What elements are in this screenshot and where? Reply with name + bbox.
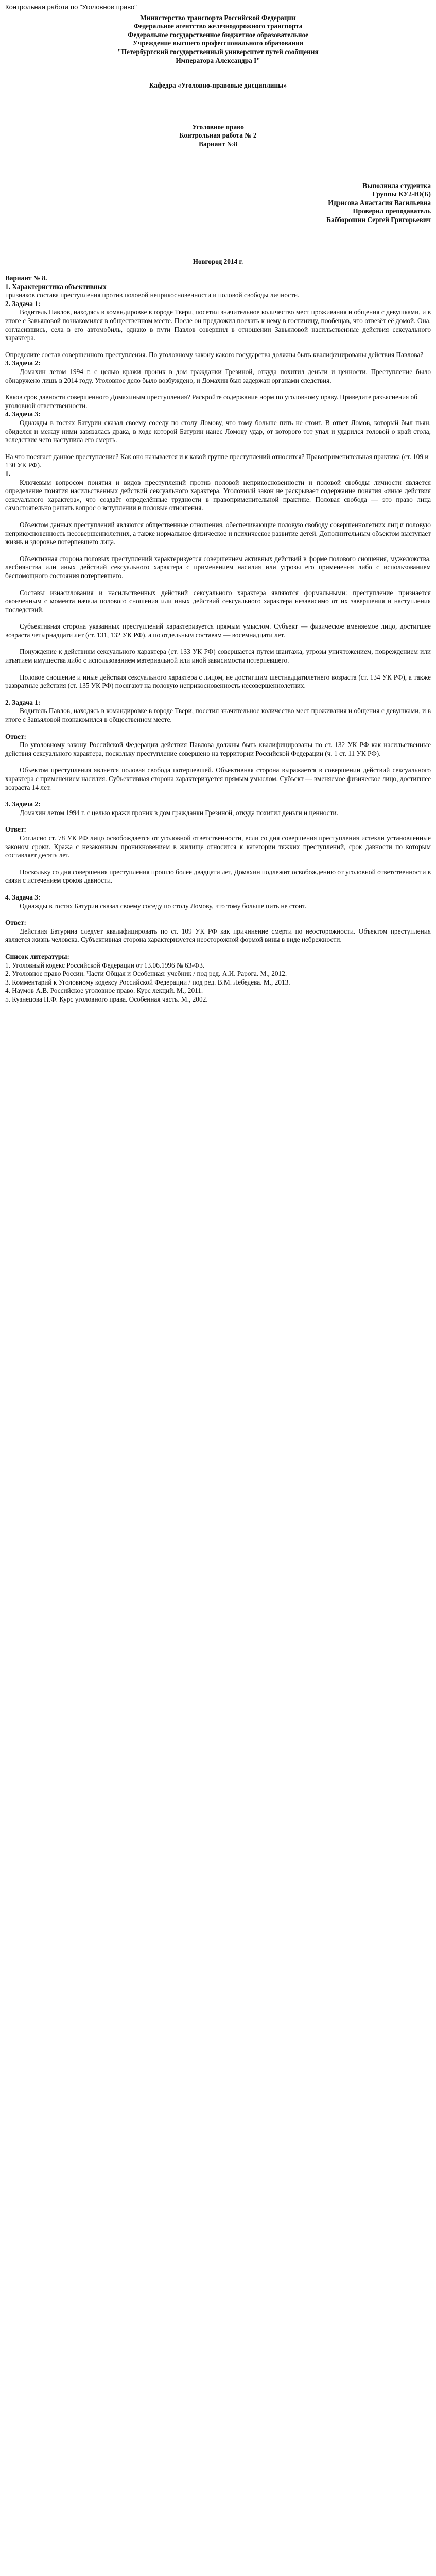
body-paragraph: По уголовному закону Российской Федерации действия Павлова должны быть квалифицированы по ст. 132 УК РФ как насильственные действия сексуального характера, поскольку преступление совершено на территории Российской Федерации (ч. 1 ст. 11 УК РФ). [5, 741, 431, 757]
department: Кафедра «Уголовно-правовые дисциплины» [149, 81, 287, 90]
body-paragraph: Объектом данных преступлений являются общественные отношения, обеспечивающие половую свободу совершеннолетних лиц и половую неприкосновенность несовершеннолетних, а также нормальное физическое и психическое развитие детей. Дополнительным объектом выступает жизнь и здоровье потерпевшего лица. [5, 520, 431, 546]
header-line: Императора Александра I" [176, 56, 260, 64]
student-group: Группы КУ2-Ю(Б) [372, 190, 431, 198]
header-block [5, 14, 431, 65]
body-paragraph: Домахин летом 1994 г. с целью кражи проник в дом гражданки Грезиной, откуда похитил деньги и ценности. [20, 808, 338, 817]
reference-item: 4. Наумов А.В. Российское уголовное право. Курс лекций. М., 2011. [5, 987, 203, 995]
body-line: На что посягает данное преступление? Как оно называется и к какой группе преступлений относится? Правоприменительная практика (ст. 109 и 130 УК РФ). [5, 452, 429, 469]
body-line: 1. Характеристика объективных [5, 282, 107, 291]
body-paragraph: Однажды в гостях Батурин сказал своему соседу по столу Ломову, что тому больше пить не стоит. В ответ Ломов, который был пьян, обиделся и между ними завязалась драка, в ходе которой Батурин нанес Ломову удар, от которого тот упал и ударился головой о край стола, вследствие чего наступила его смерть. [5, 419, 431, 444]
body-paragraph: Объектом преступления является половая свобода потерпевшей. Объективная сторона выражается в совершении действий сексуального характера с применением насилия. Субъективная сторона характеризуется прямым умыслом. Субъект — вменяемое физическое лицо, достигшее возраста 14 лет. [5, 766, 431, 791]
document-body [5, 274, 431, 1004]
body-line: 2. Задача 1: [5, 299, 41, 308]
reference-item: 5. Кузнецова Н.Ф. Курс уголовного права. Особенная часть. М., 2002. [5, 995, 208, 1003]
body-paragraph: Объективная сторона половых преступлений характеризуется совершением активных действий в форме полового сношения, мужеложства, лесбиянства или иных действий сексуального характера с применением насилия или угрозы его применения либо с использованием беспомощного состояния потерпевшего. [5, 554, 431, 580]
reference-item: 3. Комментарий к Уголовному кодексу Российской Федерации / под ред. В.М. Лебедева. М., 2013. [5, 978, 290, 986]
body-line: 1. [5, 469, 10, 478]
header-line: Министерство транспорта Российской Федерации [140, 13, 296, 22]
body-line: Ответ: [5, 732, 26, 740]
teacher-name: Бабборошин Сергей Григорьевич [326, 215, 431, 224]
city-year: Новгород 2014 г. [193, 257, 243, 265]
body-line: 3. Задача 2: [5, 359, 41, 367]
body-paragraph: Составы изнасилования и насильственных действий сексуального характера являются формальными: преступление признается оконченным с момента начала полового сношения или иных действий сексуального характера независимо от их завершения и наступления последствий. [5, 588, 431, 614]
header-line: Учреждение высшего профессионального образования [133, 39, 303, 47]
body-line: Определите состав совершенного преступления. По уголовному закону какого государства должны быть квалифицированы действия Павлова? [5, 350, 424, 359]
body-line: Ответ: [5, 919, 26, 927]
body-paragraph: Действия Батурина следует квалифицировать по ст. 109 УК РФ как причинение смерти по неосторожности. Объектом преступления является жизнь человека. Субъективная сторона характеризуется неосторожной формой вины в виде небрежности. [5, 927, 431, 944]
document-title: Контрольная работа по "Уголовное право" [5, 3, 137, 11]
work-type: Контрольная работа № 2 [179, 131, 257, 140]
work-subject: Уголовное право [192, 123, 244, 131]
body-paragraph: Однажды в гостях Батурин сказал своему соседу по столу Ломову, что тому больше пить не стоит. [20, 902, 307, 910]
reference-item: 2. Уголовное право России. Части Общая и Особенная: учебник / под ред. А.И. Рарога. М., 2012. [5, 970, 287, 978]
body-line: Каков срок давности совершенного Домахиным преступления? Раскройте содержание норм по уголовному праву. Приведите разъяснения об уголовной ответственности. [5, 393, 417, 410]
body-paragraph: Домахин летом 1994 г. с целью кражи проник в дом гражданки Грезиной, откуда похитил деньги и ценности. Преступление было обнаружено лишь в 2014 году. Уголовное дело было возбуждено, и Домахин был задержан органами следствия. [5, 368, 431, 384]
checked-label: Проверил преподаватель [353, 207, 431, 215]
body-line: признаков состава преступления против половой неприкосновенности и половой свободы личности. [5, 291, 300, 299]
student-label: Выполнила студентка [362, 181, 431, 190]
body-line: 4. Задача 3: [5, 893, 41, 901]
body-paragraph: Водитель Павлов, находясь в командировке в городе Твери, посетил значительное количество мест проживания и общения с девушками, и в итоге с Завьяловой познакомился в общественном месте. После он предложил поехать к нему в гостиницу, пообещав, что отвезёт её домой. Она, согласившись, села в его автомобиль, однако в пути Павлов совершил в отношении Завьяловой насильственные действия сексуального характера. [5, 308, 431, 342]
body-line: Список литературы: [5, 952, 69, 960]
body-paragraph: Субъективная сторона указанных преступлений характеризуется прямым умыслом. Субъект — физическое вменяемое лицо, достигшее возраста четырнадцати лет (ст. 131, 132 УК РФ), а по отдельным составам — восемнадцати лет. [5, 622, 431, 639]
student-name: Идрисова Анастасия Васильевна [328, 198, 431, 207]
body-paragraph: Ключевым вопросом понятия и видов преступлений против половой неприкосновенности и половой свободы личности является определение понятия насильственных действий сексуального характера. Уголовный закон не раскрывает содержание понятия «иные действия сексуального характера», что создаёт определённые трудности в правоприменительной практике. Половая свобода — это право лица самостоятельно решать вопрос о вступлении в половые отношения. [5, 478, 431, 512]
document-page [0, 0, 436, 1024]
body-line: Ответ: [5, 825, 26, 834]
body-line: 3. Задача 2: [5, 800, 41, 808]
body-line: Вариант № 8. [5, 274, 47, 282]
body-paragraph: Понуждение к действиям сексуального характера (ст. 133 УК РФ) совершается путем шантажа, угрозы уничтожением, повреждением или изъятием имущества либо с использованием материальной или иной зависимости потерпевшего. [5, 648, 431, 665]
reference-item: 1. Уголовный кодекс Российской Федерации от 13.06.1996 № 63-ФЗ. [5, 961, 205, 969]
body-paragraph: Поскольку со дня совершения преступления прошло более двадцати лет, Домахин подлежит освобождению от уголовной ответственности в связи с истечением сроков давности. [5, 868, 431, 885]
work-variant: Вариант №8 [199, 140, 237, 148]
body-line: 4. Задача 3: [5, 410, 41, 418]
body-line: 2. Задача 1: [5, 698, 41, 706]
header-line: Федеральное агентство железнодорожного транспорта [133, 22, 303, 30]
body-paragraph: Водитель Павлов, находясь в командировке в городе Твери, посетил значительное количество мест проживания и общения с девушками, и в итоге с Завьяловой познакомился в общественном месте. [5, 707, 431, 724]
body-paragraph: Согласно ст. 78 УК РФ лицо освобождается от уголовной ответственности, если со дня совершения преступления истекли установленные законом сроки. Кража с незаконным проникновением в жилище относится к категории тяжких преступлений, срок давности по которым составляет десять лет. [5, 834, 431, 859]
header-line: "Петербургский государственный университет путей сообщения [117, 47, 319, 56]
body-paragraph: Половое сношение и иные действия сексуального характера с лицом, не достигшим шестнадцатилетнего возраста (ст. 134 УК РФ), а также развратные действия (ст. 135 УК РФ) посягают на половую неприкосновенность несовершеннолетних. [5, 673, 431, 690]
header-line: Федеральное государственное бюджетное образовательное [127, 30, 309, 39]
